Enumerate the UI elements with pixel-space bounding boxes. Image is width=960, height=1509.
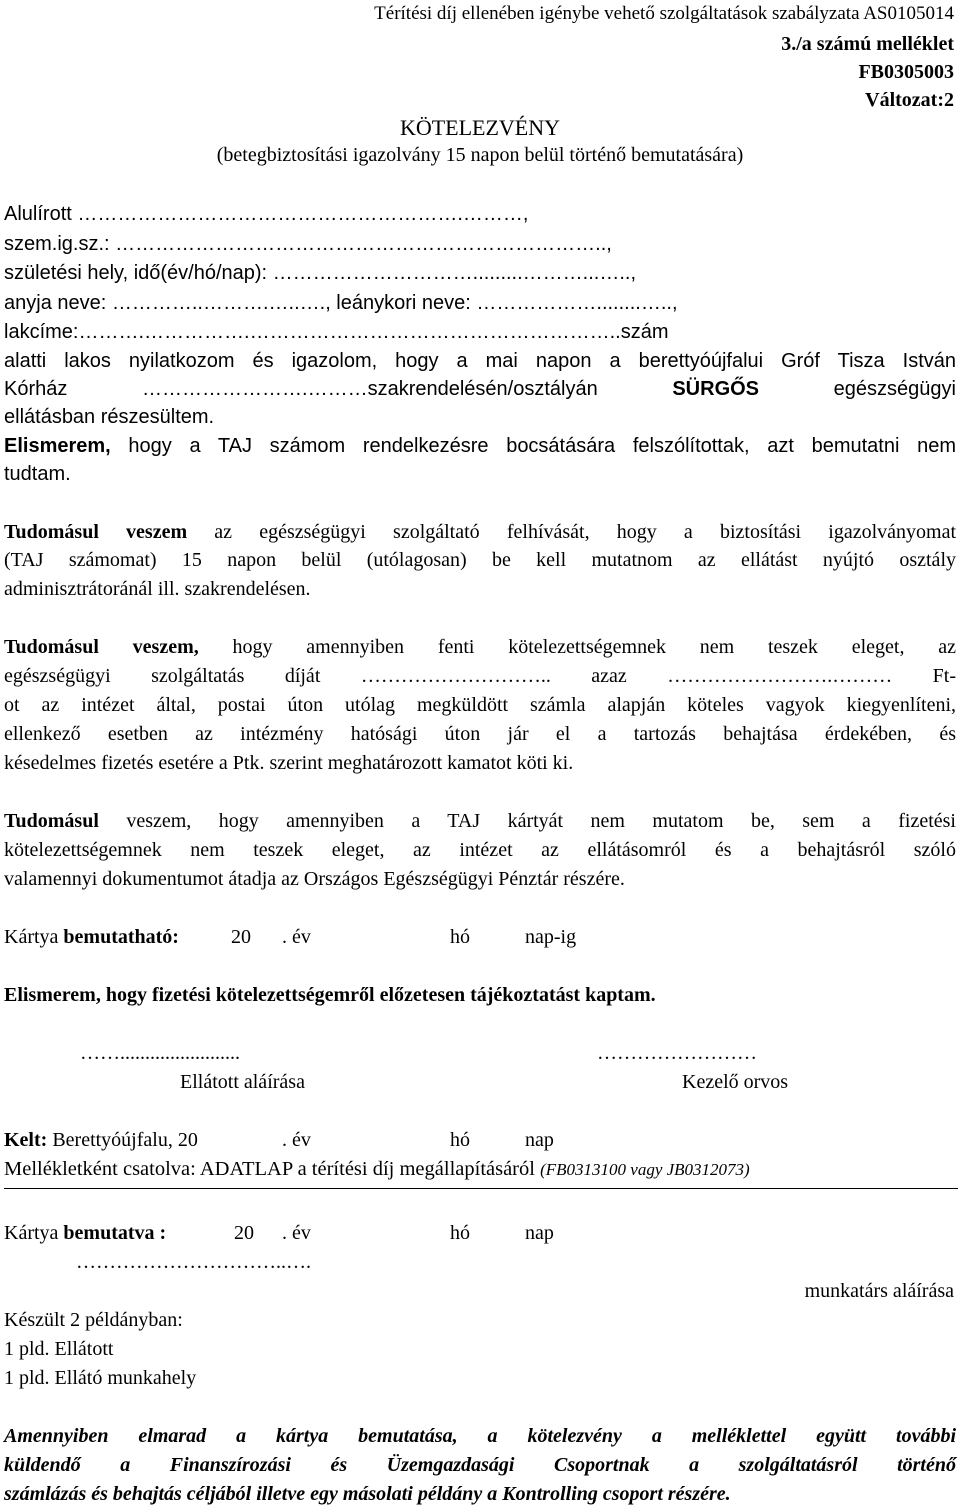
patient-signature-label: Ellátott aláírása bbox=[180, 1071, 305, 1093]
address-line: lakcíme:……….…………….………………………………………………..szám bbox=[4, 321, 669, 343]
dated-label: Kelt: bbox=[4, 1129, 48, 1151]
card-presentable-bold: bemutatható: bbox=[63, 926, 179, 948]
declarant-name-line: Alulírott ………………………………………………….………, bbox=[4, 203, 529, 225]
p2-lead: Tudomásul veszem, bbox=[4, 636, 199, 658]
annex-number: 3./a számú melléklet bbox=[781, 33, 954, 55]
footer-note-line-2: küldendő a Finanszírozási és Üzemgazdasági Csoportnak a szolgáltatásról történő bbox=[4, 1454, 956, 1476]
dated-day-unit: nap bbox=[525, 1129, 554, 1151]
p1-line-2: (TAJ számomat) 15 napon belül (utólagosan) be kell mutatnom az ellátást nyújtó osztály bbox=[4, 549, 956, 571]
id-number-line: szem.ig.sz.: ……………………………………………………………….., bbox=[4, 233, 612, 255]
acknowledge-lead: Elismerem, bbox=[4, 435, 111, 457]
mother-name-line: anyja neve: …………..……….…..…., leánykori neve: ………………........….., bbox=[4, 292, 678, 314]
p1-line-3: adminisztrátoránál ill. szakrendelésen. bbox=[4, 578, 311, 600]
presented-year: 20 bbox=[234, 1222, 254, 1244]
copy-patient: 1 pld. Ellátott bbox=[4, 1338, 114, 1360]
doctor-signature-line: …………………… bbox=[597, 1042, 757, 1064]
presentable-year-unit: . év bbox=[282, 926, 311, 948]
notice-paragraph-2 bbox=[4, 636, 956, 659]
declaration-line: alatti lakos nyilatkozom és igazolom, hogy a mai napon a berettyóújfalui Gróf Tisza István bbox=[4, 350, 956, 372]
presentable-year: 20 bbox=[231, 926, 251, 948]
prior-information-statement: Elismerem, hogy fizetési kötelezettségemről előzetesen tájékoztatást kaptam. bbox=[4, 984, 656, 1006]
hospital-text: Kórház …………………….………szakrendelésén/osztályán bbox=[4, 378, 673, 400]
staff-signature-label: munkatárs aláírása bbox=[804, 1280, 954, 1302]
dated-month-unit: hó bbox=[450, 1129, 470, 1151]
p3-lead: Tudomásul bbox=[4, 810, 99, 832]
p3-text: veszem, hogy amennyiben a TAJ kártyát nem mutatom be, sem a fizetési bbox=[98, 810, 956, 832]
care-received-line: ellátásban részesültem. bbox=[4, 406, 215, 428]
hospital-line bbox=[4, 378, 956, 401]
presented-year-unit: . év bbox=[282, 1222, 311, 1244]
acknowledge-paragraph bbox=[4, 435, 956, 458]
p3-line-3: valamennyi dokumentumot átadja az Országos Egészségügyi Pénztár részére. bbox=[4, 868, 625, 890]
copy-department: 1 pld. Ellátó munkahely bbox=[4, 1367, 197, 1389]
dated-place-year: Berettyóújfalu, 20 bbox=[47, 1129, 198, 1151]
notice-paragraph-1 bbox=[4, 521, 956, 544]
presented-day-unit: nap bbox=[525, 1222, 554, 1244]
doctor-signature-label: Kezelő orvos bbox=[682, 1071, 789, 1093]
presentable-day-unit: nap-ig bbox=[525, 926, 577, 948]
p3-line-2: kötelezettségemnek nem teszek eleget, az intézet az ellátásomról és a behajtásról szóló bbox=[4, 839, 956, 861]
birth-place-date-line: születési hely, idő(év/hó/nap): ………………………….........………...….., bbox=[4, 262, 637, 284]
section-divider bbox=[4, 1188, 958, 1189]
attachment-text: Mellékletként csatolva: ADATLAP a térítési díj megállapításáról bbox=[4, 1158, 541, 1180]
p1-text: az egészségügyi szolgáltató felhívását, hogy a biztosítási igazolványomat bbox=[187, 521, 956, 543]
notice-paragraph-3 bbox=[4, 810, 956, 833]
urgent-label: SÜRGŐS bbox=[672, 378, 760, 400]
presented-month-unit: hó bbox=[450, 1222, 470, 1244]
attachment-codes: (FB0313100 vagy JB0312073) bbox=[540, 1160, 750, 1179]
care-text: egészségügyi bbox=[759, 378, 956, 400]
footer-note-line-3: számlázás és behajtás céljából illetve egy másolati példány a Kontrolling csoport részére. bbox=[4, 1483, 731, 1505]
dated-year-unit: . év bbox=[282, 1129, 311, 1151]
footer-note-line-1: Amennyiben elmarad a kártya bemutatása, a kötelezvény a melléklettel együtt további bbox=[4, 1425, 956, 1447]
document-title: KÖTELEZVÉNY bbox=[399, 115, 561, 140]
acknowledge-end: tudtam. bbox=[4, 463, 71, 485]
attachment-line bbox=[4, 1158, 750, 1181]
card-presented-label bbox=[4, 1222, 166, 1245]
regulation-header: Térítési díj ellenében igénybe vehető szolgáltatások szabályzata AS0105014 bbox=[374, 3, 954, 24]
dated-line bbox=[4, 1129, 198, 1152]
p1-lead: Tudomásul veszem bbox=[4, 521, 188, 543]
p2-line-3: ot az intézet által, postai úton utólag megküldött számla alapján köteles vagyok kiegyenlíteni, bbox=[4, 694, 956, 716]
patient-signature-line: ……........................ bbox=[80, 1042, 240, 1064]
card-prefix: Kártya bbox=[4, 926, 64, 948]
fee-amount-line: egészségügyi szolgáltatás díját ……………………….. azaz …………………….……… Ft- bbox=[4, 665, 956, 687]
p2-line-5: késedelmes fizetés esetére a Ptk. szerint meghatározott kamatot köti ki. bbox=[4, 752, 574, 774]
copies-heading: Készült 2 példányban: bbox=[4, 1309, 183, 1331]
p2-text: hogy amennyiben fenti kötelezettségemnek nem teszek eleget, az bbox=[198, 636, 956, 658]
p2-line-4: ellenkező esetben az intézmény hatósági úton jár el a tartozás behajtása érdekében, és bbox=[4, 723, 956, 745]
document-subtitle: (betegbiztosítási igazolvány 15 napon belül történő bemutatására) bbox=[216, 144, 744, 166]
document-code: FB0305003 bbox=[858, 61, 954, 83]
acknowledge-text: hogy a TAJ számom rendelkezésre bocsátására felszólítottak, azt bemutatni nem bbox=[110, 435, 956, 457]
version-label: Változat:2 bbox=[865, 89, 954, 111]
card-presented-prefix: Kártya bbox=[4, 1222, 64, 1244]
presentable-month-unit: hó bbox=[450, 926, 470, 948]
card-presentable-label bbox=[4, 926, 179, 949]
staff-signature-line: …………………………..…. bbox=[76, 1251, 311, 1273]
card-presented-bold: bemutatva : bbox=[63, 1222, 167, 1244]
